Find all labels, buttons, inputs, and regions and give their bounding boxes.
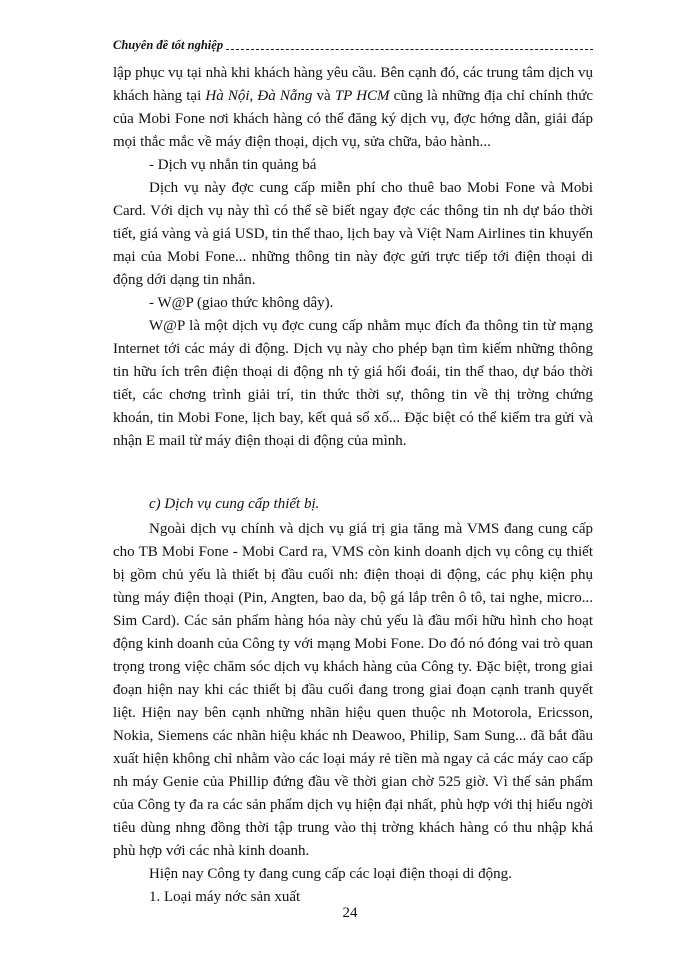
paragraph-current-offer: Hiện nay Công ty đang cung cấp các loại điện thoại di động. [149,866,512,882]
paragraph-service-centers: lập phục vụ tại nhà khi khách hàng yêu cầu. Bên cạnh đó, các trung tâm dịch vụ khách hàng tại Hà Nội, Đà Nẵng và TP HCM cũng là những địa chỉ chính thức của Mobi Fone nơi khách hàng có thể đăng ký dịch vụ, đợc hớng dẫn, giải đáp mọi thắc mắc về máy điện thoại, dịch vụ, sửa chữa, bảo hành... [113,65,594,150]
city-hcm: TP HCM [334,88,390,104]
header-rule [226,49,593,50]
item-sms-broadcast: - Dịch vụ nhắn tin quảng bá [149,157,317,173]
paragraph-equipment: Ngoài dịch vụ chính và dịch vụ giá trị gia tăng mà VMS đang cung cấp cho TB Mobi Fone - Mobi Card ra, VMS còn kinh doanh dịch vụ công cụ thiết bị gồm chủ yếu là thiết bị đầu cuối nh: điện thoại di động, các phụ kiện phụ tùng máy điện thoại (Pin, Angten, bao da, bộ gá lắp trên ô tô, tai nghe, micro... Sim Card). Các sản phẩm hàng hóa này chủ yếu là đầu mối hữu hình cho hoạt động kinh doanh của Công ty với mạng Mobi Fone. Do đó nó đóng vai trò quan trọng trong việc chăm sóc dịch vụ khách hàng của Công ty. Đặc biệt, trong giai đoạn hiện nay khi các thiết bị đầu cuối đang trong giai đoạn cạnh tranh quyết liệt. Hiện nay bên cạnh những nhãn hiệu quen thuộc nh Motorola, Ericsson, Nokia, Siemens các nhãn hiệu khác nh Deawoo, Philip, Sam Sung... đã bắt đầu xuất hiện không chỉ nhằm vào các loại máy rẻ tiền mà ngay cả các máy cao cấp nh máy Genie của Phillip đứng đầu về thời gian chờ 525 giờ. Vì thế sản phẩm của Công ty đa ra các sản phẩm dịch vụ hiện đại nhất, phù hợp với thị hiếu ngời tiêu dùng nhng đồng thời tập trung vào thị trờng khách hàng có thu nhập khá phù hợp với các nhà kinh doanh. [113,521,593,859]
item-domestic-phones: 1. Loại máy nớc sản xuất [149,889,301,905]
header-title: Chuyên đề tốt nghiệp [113,38,224,52]
page-number: 24 [342,905,358,921]
city-hanoi: Hà Nội [205,88,250,104]
city-danang: Đà Nẵng [257,88,313,104]
heading-equipment-service: c) Dịch vụ cung cấp thiết bị. [149,496,320,512]
paragraph-wap: W@P là một dịch vụ đợc cung cấp nhằm mục đích đa thông tin từ mạng Internet tới các máy di động. Dịch vụ này cho phép bạn tìm kiếm những thông tin hữu ích trên điện thoại di động nh tỷ giá hối đoái, tin thể thao, dự báo thời tiết, các chơng trình giải trí, tin thức thời sự, thông tin về thị trờng chứng khoán, tin Mobi Fone, lịch bay, kết quả sổ xố... Đặc biệt có thể kiểm tra gửi và nhận E mail từ máy điện thoại di động của mình. [113,318,593,449]
page-header [113,38,593,52]
paragraph-sms: Dịch vụ này đợc cung cấp miễn phí cho thuê bao Mobi Fone và Mobi Card. Với dịch vụ này thì có thể sẽ biết ngay đợc các thông tin nh dự báo thời tiết, giá vàng và giá USD, tin thể thao, lịch bay và Việt Nam Airlines tin khuyến mại của Mobi Fone... những thông tin này đợc gửi trực tiếp tới điện thoại di động dới dạng tin nhắn. [113,180,593,288]
section-spacer [113,453,593,493]
item-wap: - W@P (giao thức không dây). [149,295,334,311]
document-body [113,62,593,909]
